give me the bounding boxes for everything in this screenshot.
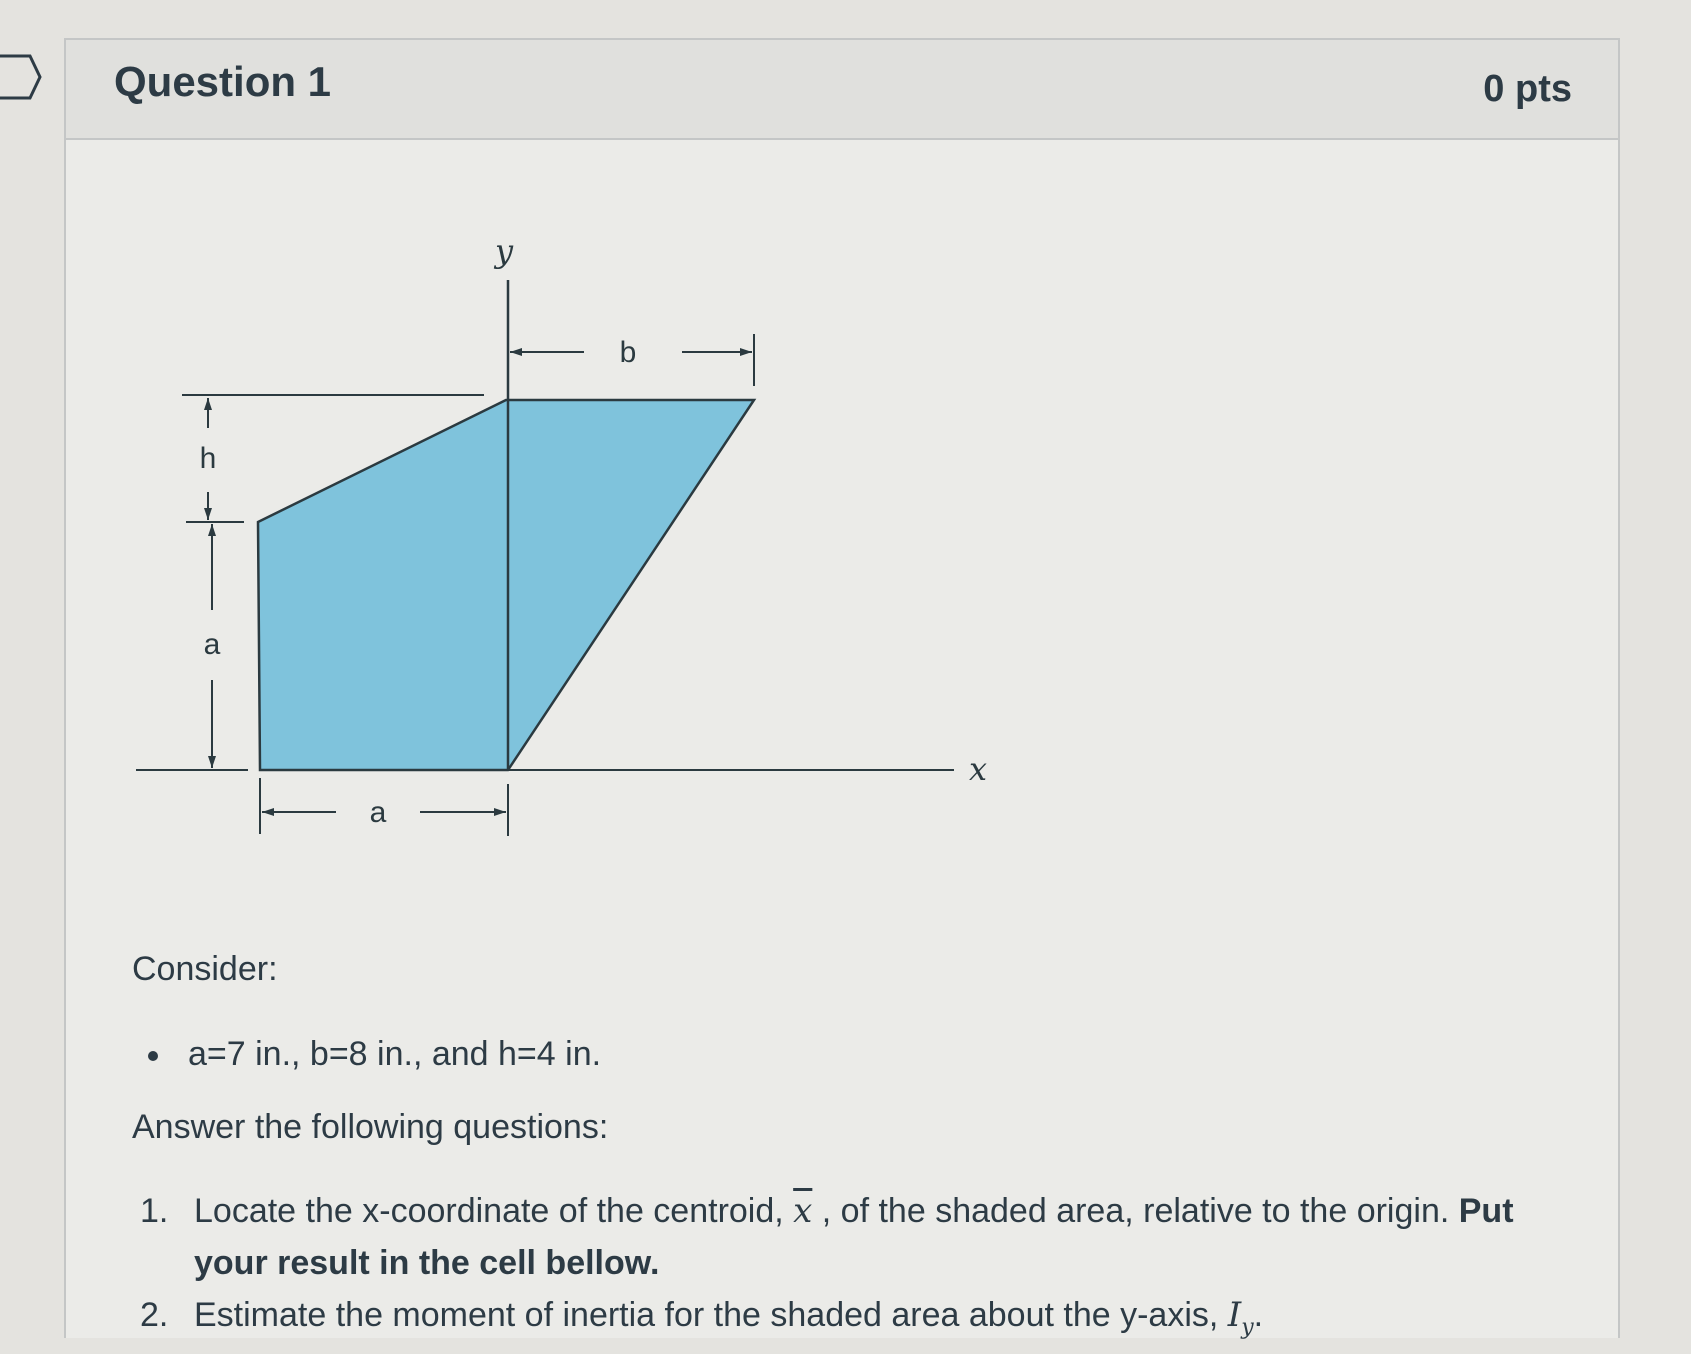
question-item-1 — [132, 1185, 1558, 1289]
questions-list — [132, 1185, 1558, 1354]
moment-subscript: y — [1241, 1314, 1254, 1340]
question-number-2: 2. — [140, 1296, 169, 1334]
h-arrow-top — [204, 398, 212, 410]
question-title: Question 1 — [114, 58, 332, 105]
y-axis-label: y — [494, 232, 514, 270]
dim-label-h: h — [199, 442, 217, 475]
question-card — [64, 38, 1620, 1338]
given-values-text: a=7 in., b=8 in., and h=4 in. — [188, 1035, 602, 1073]
shaded-area — [258, 400, 754, 770]
given-values-list — [132, 1035, 601, 1074]
given-values-item — [132, 1035, 601, 1074]
question-1-text-before: Locate the x-coordinate of the centroid, — [194, 1192, 794, 1230]
dim-label-b: b — [619, 336, 637, 369]
a-horizontal-arrow-left — [262, 808, 274, 816]
question-points: 0 pts — [1483, 68, 1572, 110]
a-vertical-arrow-bottom — [208, 756, 216, 768]
question-flag-icon[interactable] — [0, 52, 44, 102]
dim-label-a-horizontal: a — [369, 796, 387, 829]
h-arrow-bottom — [204, 508, 212, 520]
answer-label: Answer the following questions: — [132, 1108, 609, 1146]
b-arrow-left — [510, 348, 522, 356]
b-arrow-right — [740, 348, 752, 356]
x-axis-label: x — [968, 750, 988, 788]
problem-figure — [136, 210, 1096, 930]
consider-label: Consider: — [132, 950, 278, 988]
question-1-instruction: Put your result in the cell bellow. — [194, 1192, 1514, 1282]
question-1-text-after: , of the shaded area, relative to the origin. — [812, 1192, 1459, 1230]
moment-symbol: I — [1227, 1295, 1242, 1335]
question-2-end: . — [1253, 1296, 1264, 1334]
question-header — [66, 40, 1618, 140]
a-horizontal-arrow-right — [494, 808, 506, 816]
bullet-dot-icon — [148, 1051, 158, 1061]
centroid-symbol: $\overline{x}$ — [793, 1191, 813, 1231]
question-number-1: 1. — [140, 1192, 169, 1230]
question-item-2 — [132, 1289, 1558, 1354]
a-vertical-arrow-top — [208, 524, 216, 536]
dim-label-a-vertical: a — [203, 628, 221, 661]
question-2-text: Estimate the moment of inertia for the shaded area about the y-axis, — [194, 1296, 1228, 1334]
